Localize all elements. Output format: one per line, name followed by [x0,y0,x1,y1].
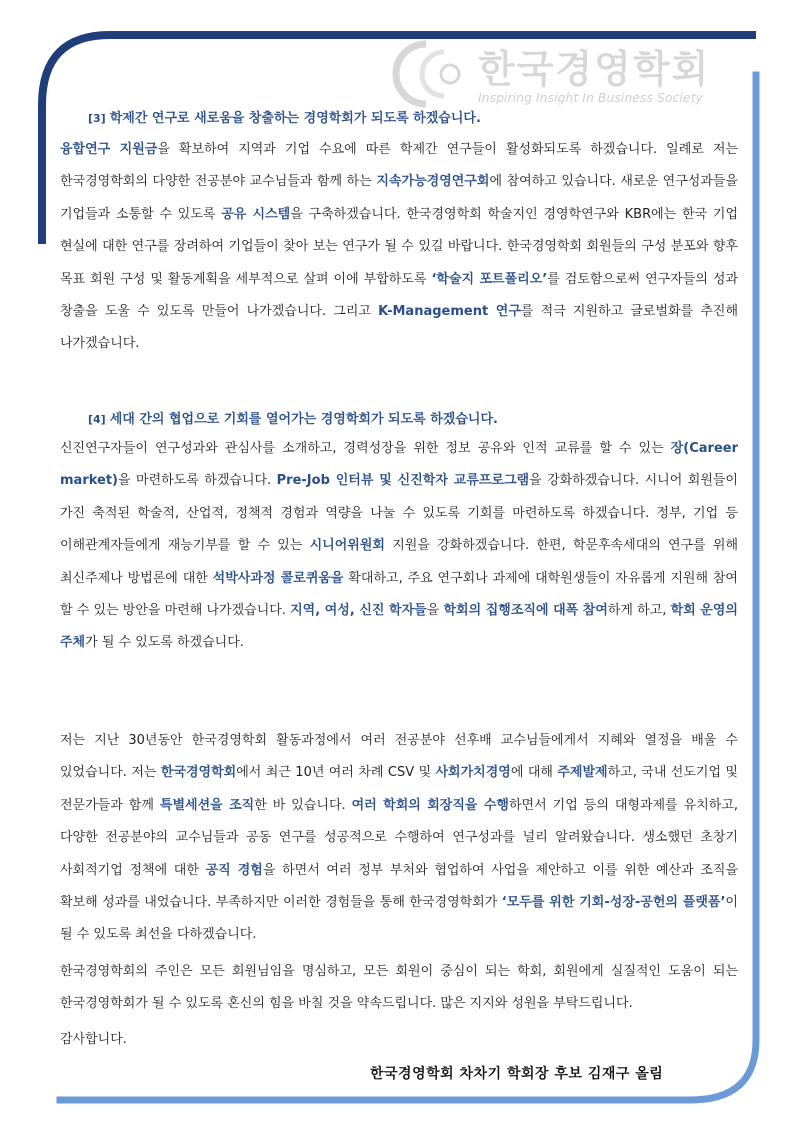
highlighted-phrase: Pre-Job 인터뷰 및 신진학자 교류프로그램 [276,473,530,489]
highlighted-phrase: 석박사과정 콜로퀴움을 [212,570,344,586]
highlighted-phrase: 융합연구 지원금 [60,142,158,157]
section-4-heading [88,408,498,427]
highlighted-phrase: 여러 학회의 회장직을 수행 [351,797,509,813]
highlighted-phrase: 공유 시스템 [221,206,291,222]
closing-promise: 한국경영학회의 주인은 모든 회원님임을 명심하고, 모든 회원이 중심이 되는 학회, 회원에게 실질적인 도움이 되는 한국경영학회가 될 수 있도록 혼신의 힘을 바칠 것을 약속드립니다. 많은 지지와 성원을 부탁드립니다. [60,964,738,1012]
highlighted-phrase: 지역, 여성, 신진 학자들 [290,603,427,619]
highlighted-phrase: ‘학술지 포트폴리오’ [431,271,548,287]
highlighted-phrase: 주제발제 [557,765,608,781]
highlighted-phrase: 장(Career market) [60,441,738,489]
body-text: 신진연구자들이 연구성과와 관심사를 소개하고, 경력성장을 위한 정보 공유와 인적 교류를 할 수 있는 [60,441,671,456]
highlighted-phrase: 한국경영학회 [160,765,237,781]
body-text: 저는 지난 30년동안 한국경영학회 활동과정에서 여러 전공분야 선후배 교수님들에게서 지혜와 열정을 배울 수 있었습니다. 저는 [60,733,738,781]
highlighted-phrase: K-Management 연구 [378,304,521,320]
body-text: 을 [426,603,444,619]
section-3-number: [3] [88,112,106,125]
section-3-heading [88,107,481,126]
section-4-number: [4] [88,413,106,426]
body-text: 에 참여하고 있습니다. 새로운 연구성과들을 기업들과 소통할 수 있도록 [60,174,738,222]
closing-thanks: 감사합니다. [60,1032,127,1047]
body-text: 를 검토함으로써 연구자들의 성과 창출을 도울 수 있도록 만들어 나가겠습니다. 그리고 [60,271,738,320]
body-text: 이 될 수 있도록 최선을 다하겠습니다. [60,895,738,943]
logo-mark-icon [392,38,472,112]
section-4-title: 세대 간의 협업으로 기회를 열어가는 경영학회가 되도록 하겠습니다. [109,412,498,427]
highlighted-phrase: 특별세션을 조직 [159,797,255,813]
body-text: 을 마련하도록 하겠습니다. [118,473,277,489]
body-text: 에서 최근 10년 여러 차례 CSV 및 [236,765,436,781]
highlighted-phrase: 시니어위원회 [309,538,385,554]
body-text: 하고, 국내 선도기업 및 전문가들과 함께 [60,765,738,813]
highlighted-phrase: 학회 운영의 주체 [60,603,738,651]
body-text: 가 될 수 있도록 하겠습니다. [85,635,244,651]
body-text: 을 구축하겠습니다. 한국경영학회 학술지인 경영학연구와 KBR에는 한국 기업 현실에 대한 연구를 장려하여 기업들이 찾아 보는 연구가 될 수 있길 바랍니다. 한국경영학회 회원들의 구성 분포와 향후 목표 회원 구성 및 활동계획을 세부적으로 살펴 이에 부합하도록 [60,206,738,287]
logo-slogan: Inspiring Insight In Business Society [478,90,703,105]
body-text: 을 확보하여 지역과 기업 수요에 따른 학제간 연구들이 활성화되도록 하겠습니다. 일례로 저는 한국경영학회의 다양한 전공분야 교수님들과 함께 하는 [60,142,739,190]
body-text: 한 바 있습니다. [254,797,352,813]
section-3-body [60,134,738,361]
highlighted-phrase: 학회의 집행조직에 대폭 참여 [443,603,608,619]
highlighted-phrase: 지속가능경영연구회 [376,174,490,190]
highlighted-phrase: 사회가치경영 [435,765,511,781]
section-3-title: 학제간 연구로 새로움을 창출하는 경영학회가 되도록 하겠습니다. [109,111,481,126]
body-text: 을 강화하겠습니다. 시니어 회원들이 가진 축적된 학술적, 산업적, 정책적 경험과 역량을 나눌 수 있도록 기회를 마련하도록 하겠습니다. 정부, 기업 등 이해관계자들에게 재능기부를 할 수 있는 [60,473,738,554]
body-text: 지원을 강화하겠습니다. 한편, 학문후속세대의 연구를 위해 최신주제나 방법론에 대한 [60,538,738,586]
body-text: 확대하고, 주요 연구회나 과제에 대학원생들이 자유롭게 지원해 참여 할 수 있는 방안을 마련해 나가겠습니다. [60,570,738,619]
body-text: 하면서 기업 등의 대형과제를 유치하고, 다양한 전공분야의 교수님들과 공동 연구를 성공적으로 수행하여 연구성과를 널리 알려왔습니다. 생소했던 초창기 사회적기업 정책에 대한 [60,797,739,878]
section-4-body [60,433,738,660]
body-text: 을 하면서 여러 정부 부처와 협업하여 사업을 제안하고 이를 위한 예산과 조직을 확보해 성과를 내었습니다. 부족하지만 이러한 경험들을 통해 한국경영학회가 [60,862,739,911]
body-text: 에 대해 [510,765,558,781]
logo-name: 한국경영학회 [478,47,711,91]
society-logo [392,38,732,112]
body-text: 하게 하고, [607,603,671,619]
body-text: 를 적극 지원하고 글로벌화를 추진해 나가겠습니다. [60,304,738,352]
highlighted-phrase: 공직 경험 [205,862,263,878]
closing-body [60,725,738,952]
signature: 한국경영학회 차차기 학회장 후보 김재구 올림 [370,1066,664,1082]
highlighted-phrase: ‘모두를 위한 기회-성장-공헌의 플랫폼’ [501,895,726,911]
